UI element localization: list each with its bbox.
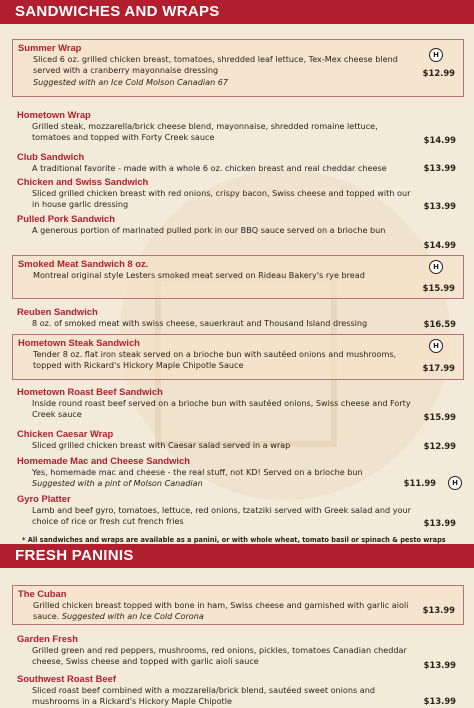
item-name: Hometown Roast Beef Sandwich [17, 386, 163, 397]
item-desc: Montreal original style Lesters smoked meat served on Rideau Bakery's rye bread [33, 270, 365, 280]
menu-item-gyro [12, 493, 464, 533]
item-desc: Sliced roast beef combined with a mozzarella/brick blend, sautéed sweet onions and mushrooms in a Rickard's Hickory Maple Chipotle [32, 685, 376, 707]
item-name: Summer Wrap [18, 42, 82, 53]
item-desc: Tender 8 oz. flat iron steak served on a brioche bun with sautéed onions and mushrooms, topped with Rickard's Hickory Maple Chipotle Sauce [33, 349, 397, 371]
menu-item-southwest-roast-beef [12, 673, 464, 707]
item-name: Hometown Wrap [17, 109, 91, 120]
menu-item-chicken-swiss [12, 176, 464, 213]
section-title-sandwiches: SANDWICHES AND WRAPS [0, 0, 474, 24]
item-suggestion: Suggested with an Ice Cold Corona [61, 611, 204, 622]
section-title-paninis: FRESH PANINIS [0, 544, 474, 568]
item-suggestion: Suggested with a pint of Molson Canadian [32, 478, 203, 489]
item-price: $13.99 [423, 517, 456, 528]
menu-item-hometown-wrap [12, 109, 464, 151]
item-desc: A traditional favorite - made with a whole 6 oz. chicken breast and real cheddar cheese [32, 163, 387, 173]
sandwiches-footnote: * All sandwiches and wraps are available as a panini, or with whole wheat, tomato basil or spinach & pesto wraps [22, 536, 446, 544]
item-price: $13.99 [423, 200, 456, 211]
healthy-icon: H [448, 476, 462, 490]
item-price: $17.99 [422, 362, 455, 373]
item-name: Hometown Steak Sandwich [18, 337, 140, 348]
menu-item-garden-fresh [12, 633, 464, 673]
item-price: $14.99 [423, 134, 456, 145]
item-desc: Grilled steak, mozzarella/brick cheese blend, mayonnaise, shredded romaine lettuce, tomatoes and topped with Forty Creek sauce [32, 121, 378, 143]
item-price: $13.99 [422, 604, 455, 615]
item-name: Garden Fresh [17, 633, 78, 644]
menu-item-hometown-steak [12, 334, 464, 380]
item-price: $12.99 [422, 67, 455, 78]
item-name: Club Sandwich [17, 151, 85, 162]
menu-item-smoked-meat [12, 255, 464, 299]
item-name: Gyro Platter [17, 493, 71, 504]
item-desc: Lamb and beef gyro, tomatoes, lettuce, red onions, tzatziki served with Greek salad and your choice of rice or fresh cut french fries [32, 505, 411, 527]
item-price: $15.99 [423, 411, 456, 422]
item-name: Southwest Roast Beef [17, 673, 116, 684]
item-name: Pulled Pork Sandwich [17, 213, 115, 224]
item-desc: Grilled chicken breast topped with bone in ham, Swiss cheese and garnished with garlic aioli sauce. [33, 600, 409, 622]
healthy-icon: H [429, 260, 443, 274]
healthy-icon: H [429, 48, 443, 62]
healthy-icon: H [429, 339, 443, 353]
item-price: $13.99 [423, 659, 456, 670]
menu-item-mac-cheese [12, 455, 464, 493]
item-desc: Sliced 6 oz. grilled chicken breast, tomatoes, shredded leaf lettuce, Tex-Mex cheese blend served with a cranberry mayonnaise dressing [33, 54, 398, 76]
item-price: $13.99 [423, 695, 456, 706]
item-name: Smoked Meat Sandwich 8 oz. [18, 258, 149, 269]
menu-item-club-sandwich [12, 151, 464, 176]
menu-item-chicken-caesar [12, 428, 464, 455]
item-name: The Cuban [18, 588, 67, 599]
item-desc: 8 oz. of smoked meat with swiss cheese, sauerkraut and Thousand Island dressing [32, 318, 368, 328]
sandwiches-list [12, 39, 464, 545]
item-desc: Sliced grilled chicken breast with Caesar salad served in a wrap [32, 440, 291, 450]
item-desc: Yes, homemade mac and cheese - the real stuff, not KD! Served on a brioche bun [32, 467, 363, 477]
item-price: $13.99 [423, 162, 456, 173]
item-suggestion: Suggested with an Ice Cold Molson Canadian 67 [33, 76, 229, 87]
item-name: Chicken and Swiss Sandwich [17, 176, 149, 187]
menu-item-roast-beef [12, 386, 464, 428]
item-name: Chicken Caesar Wrap [17, 428, 114, 439]
item-desc: Grilled green and red peppers, mushrooms, red onions, pickles, tomatoes Canadian cheddar cheese, Swiss cheese and topped with garlic aioli sauce [32, 645, 407, 667]
paninis-list [12, 585, 464, 707]
menu-item-the-cuban [12, 585, 464, 625]
menu-item-summer-wrap [12, 39, 464, 97]
item-name: Homemade Mac and Cheese Sandwich [17, 455, 190, 466]
item-price: $15.99 [422, 282, 455, 293]
menu-item-reuben [12, 306, 464, 334]
item-desc: Inside round roast beef served on a brioche bun with sautéed onions, Swiss cheese and Forty Creek sauce [32, 398, 411, 420]
item-desc-wrapper [13, 600, 463, 623]
item-price: $16.59 [423, 318, 456, 329]
item-name: Reuben Sandwich [17, 306, 98, 317]
item-price: $12.99 [423, 440, 456, 451]
menu-item-pulled-pork [12, 213, 464, 255]
item-desc: A generous portion of marinated pulled pork in our BBQ sauce served on a brioche bun [32, 225, 386, 235]
item-price: $14.99 [423, 239, 456, 250]
item-desc: Sliced grilled chicken breast with red onions, crispy bacon, Swiss cheese and topped with our in house garlic dressing [32, 188, 411, 210]
item-price: $11.99 [403, 477, 436, 488]
